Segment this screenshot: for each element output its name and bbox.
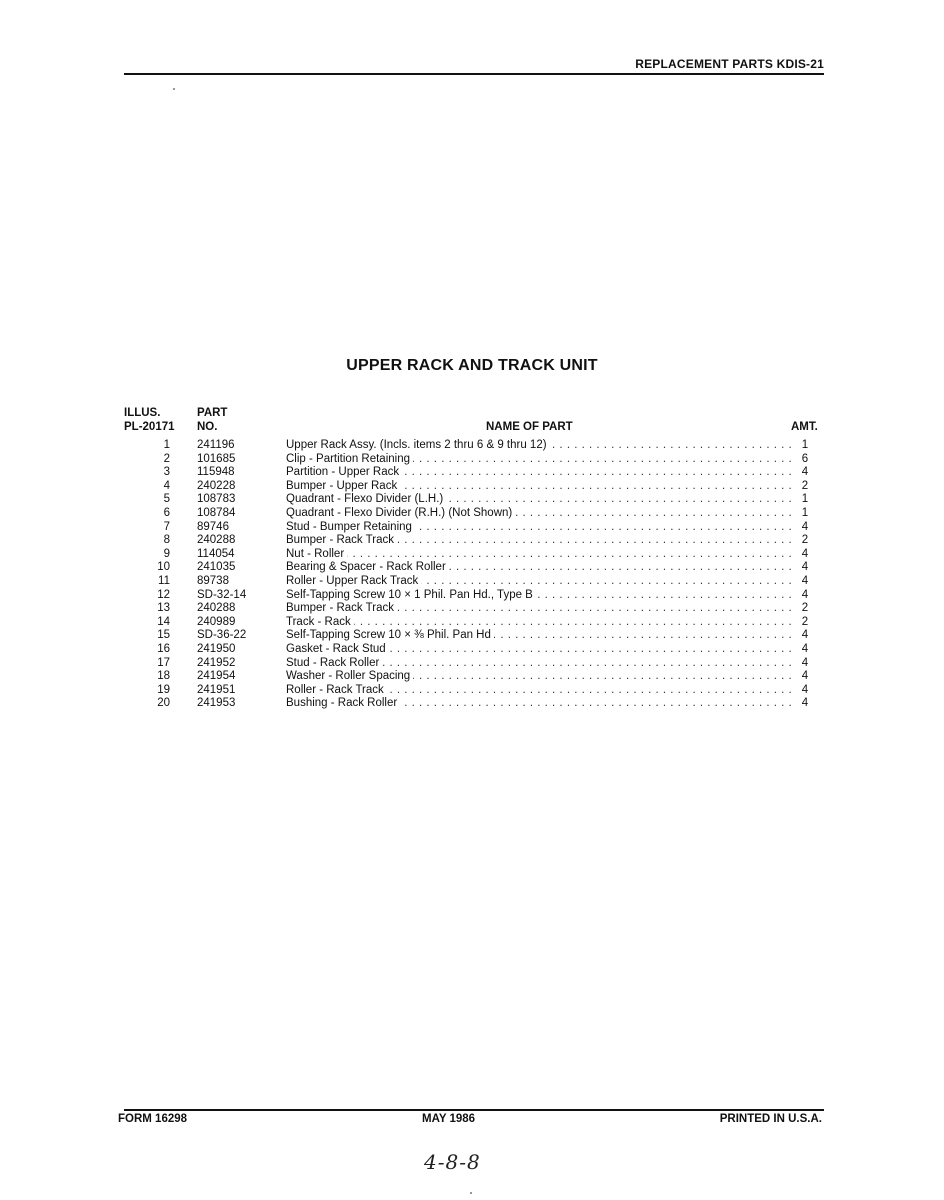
- part-name-cell: [286, 589, 791, 603]
- table-row: [124, 480, 824, 494]
- parts-table: [124, 439, 824, 711]
- table-row: [124, 575, 824, 589]
- table-row: [124, 507, 824, 521]
- part-amount: 2: [801, 534, 809, 547]
- part-name-cell: [286, 561, 791, 575]
- part-number: 241196: [197, 439, 235, 451]
- part-no-header: [197, 406, 227, 434]
- illus-number: 3: [163, 466, 170, 479]
- part-name: Track - Rack: [286, 616, 354, 628]
- table-row: [124, 684, 824, 698]
- table-row: [124, 697, 824, 711]
- part-name: Quadrant - Flexo Divider (R.H.) (Not Shown): [286, 507, 515, 519]
- part-number: 89738: [197, 574, 229, 587]
- part-name: Gasket - Rack Stud: [286, 643, 389, 655]
- part-name-cell: [286, 670, 791, 684]
- header-title: REPLACEMENT PARTS KDIS-21: [635, 57, 824, 71]
- header-rule: [124, 73, 824, 75]
- table-row: [124, 616, 824, 630]
- illus-number: 8: [163, 534, 170, 547]
- illus-header-line1: ILLUS.: [124, 407, 161, 419]
- part-name-cell: [286, 521, 791, 535]
- part-number: 241950: [197, 642, 236, 655]
- illus-number: 9: [163, 547, 170, 560]
- table-row: [124, 548, 824, 562]
- part-name-cell: [286, 643, 791, 657]
- section-title: UPPER RACK AND TRACK UNIT: [346, 357, 598, 374]
- table-row: [124, 670, 824, 684]
- scan-speck: [173, 88, 175, 90]
- illus-number: 10: [157, 561, 170, 574]
- part-amount: 4: [801, 520, 809, 533]
- part-number: 240288: [197, 534, 236, 547]
- illus-number: 13: [157, 602, 170, 615]
- part-number: 89746: [197, 520, 229, 533]
- illus-number: 7: [163, 520, 170, 533]
- part-name-cell: [286, 466, 791, 480]
- part-name: Bumper - Rack Track: [286, 534, 397, 546]
- part-number: 240288: [197, 602, 236, 615]
- table-row: [124, 453, 824, 467]
- part-name-cell: [286, 575, 791, 589]
- part-number: 240228: [197, 479, 236, 492]
- part-name: Self-Tapping Screw 10 × 1 Phil. Pan Hd., Type B: [286, 589, 536, 601]
- part-amount: 6: [801, 452, 809, 465]
- table-row: [124, 589, 824, 603]
- part-name: Nut - Roller: [286, 548, 347, 560]
- part-name-cell: [286, 453, 791, 467]
- footer-form: FORM 16298: [118, 1113, 188, 1125]
- part-amount: 4: [801, 561, 809, 574]
- part-number: 108783: [197, 493, 236, 506]
- part-name: Stud - Rack Roller: [286, 657, 382, 669]
- illus-number: 2: [163, 452, 170, 465]
- part-name-cell: [286, 507, 791, 521]
- part-number: 101685: [197, 452, 236, 465]
- part-number: 241953: [197, 697, 236, 710]
- illus-number: 11: [158, 574, 170, 587]
- illus-number: 15: [157, 629, 170, 642]
- part-name: Upper Rack Assy. (Incls. items 2 thru 6 & 9 thru 12): [286, 439, 550, 451]
- part-header-line1: PART: [197, 407, 228, 419]
- part-number: SD-32-14: [197, 588, 247, 601]
- part-name-cell: [286, 480, 791, 494]
- table-row: [124, 439, 824, 453]
- part-number: 115948: [197, 466, 235, 479]
- table-row: [124, 466, 824, 480]
- part-number: 114054: [197, 547, 235, 560]
- part-number: 240989: [197, 615, 236, 628]
- part-amount: 2: [801, 602, 809, 615]
- table-row: [124, 602, 824, 616]
- illus-number: 12: [157, 588, 170, 601]
- part-amount: 1: [801, 439, 809, 451]
- part-name-cell: [286, 534, 791, 548]
- part-amount: 2: [801, 479, 809, 492]
- footer-rule: [124, 1109, 824, 1111]
- part-amount: 4: [801, 629, 809, 642]
- part-name: Bushing - Rack Roller: [286, 697, 400, 709]
- part-amount: 1: [801, 506, 809, 519]
- part-amount: 4: [801, 683, 809, 696]
- part-amount: 4: [801, 466, 809, 479]
- part-number: 241952: [197, 656, 236, 669]
- illus-number: 19: [157, 683, 170, 696]
- illus-number: 14: [157, 615, 170, 628]
- part-name-cell: [286, 629, 791, 643]
- part-name: Bearing & Spacer - Rack Roller: [286, 561, 449, 573]
- part-name-cell: [286, 439, 791, 453]
- part-name: Roller - Rack Track: [286, 684, 387, 696]
- table-row: [124, 561, 824, 575]
- part-name-cell: [286, 616, 791, 630]
- table-row: [124, 521, 824, 535]
- part-name: Partition - Upper Rack: [286, 466, 402, 478]
- illus-number: 5: [163, 493, 170, 506]
- scan-speck: [470, 1192, 472, 1194]
- part-name: Clip - Partition Retaining: [286, 453, 413, 465]
- part-amount: 4: [801, 642, 809, 655]
- table-row: [124, 534, 824, 548]
- illus-header: [124, 406, 175, 434]
- part-number: 241951: [197, 683, 236, 696]
- illus-header-line2: PL-20171: [124, 421, 175, 433]
- amt-header: AMT.: [791, 421, 818, 433]
- table-row: [124, 657, 824, 671]
- part-number: 241035: [197, 561, 236, 574]
- footer-date: MAY 1986: [422, 1113, 476, 1125]
- part-amount: 4: [801, 574, 809, 587]
- part-name-cell: [286, 684, 791, 698]
- part-number: SD-36-22: [197, 629, 247, 642]
- part-name: Self-Tapping Screw 10 × ⅜ Phil. Pan Hd: [286, 629, 494, 641]
- part-name-cell: [286, 657, 791, 671]
- part-name: Bumper - Upper Rack: [286, 480, 400, 492]
- part-header-line2: NO.: [197, 421, 218, 433]
- illus-number: 6: [163, 506, 170, 519]
- part-name-cell: [286, 697, 791, 711]
- part-name-cell: [286, 548, 791, 562]
- part-amount: 4: [801, 588, 809, 601]
- footer-printed: PRINTED IN U.S.A.: [719, 1113, 822, 1125]
- part-name-cell: [286, 602, 791, 616]
- part-amount: 4: [801, 697, 809, 710]
- part-number: 241954: [197, 670, 236, 683]
- table-row: [124, 493, 824, 507]
- illus-number: 16: [157, 642, 170, 655]
- illus-number: 1: [163, 439, 170, 451]
- part-name-cell: [286, 493, 791, 507]
- illus-number: 20: [157, 697, 170, 710]
- table-row: [124, 629, 824, 643]
- part-amount: 1: [801, 493, 809, 506]
- part-number: 108784: [197, 506, 236, 519]
- illus-number: 18: [157, 670, 170, 683]
- part-name: Bumper - Rack Track: [286, 602, 397, 614]
- part-name: Roller - Upper Rack Track: [286, 575, 421, 587]
- illus-number: 17: [157, 656, 170, 669]
- part-name: Washer - Roller Spacing: [286, 670, 413, 682]
- part-amount: 4: [801, 656, 809, 669]
- handwritten-page-number: 4-8-8: [424, 1150, 481, 1174]
- part-amount: 4: [801, 547, 809, 560]
- part-amount: 2: [801, 615, 809, 628]
- part-name: Quadrant - Flexo Divider (L.H.): [286, 493, 446, 505]
- illus-number: 4: [163, 479, 170, 492]
- table-row: [124, 643, 824, 657]
- part-amount: 4: [801, 670, 809, 683]
- part-name: Stud - Bumper Retaining: [286, 521, 415, 533]
- name-header: NAME OF PART: [486, 421, 573, 433]
